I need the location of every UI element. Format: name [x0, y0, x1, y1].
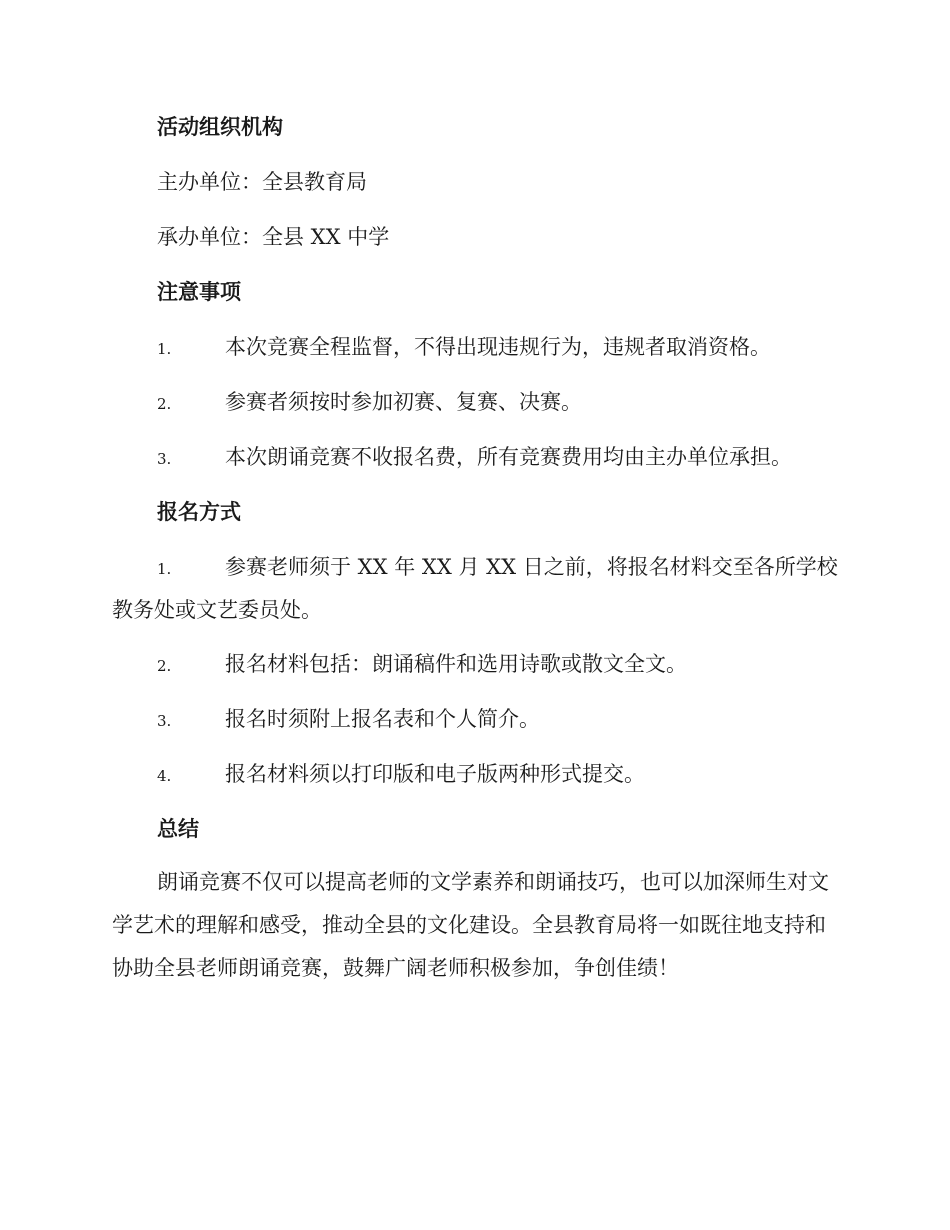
list-text: 报名材料包括：朗诵稿件和选用诗歌或散文全文。 — [225, 652, 687, 676]
summary-paragraph: 朗诵竞赛不仅可以提高老师的文学素养和朗诵技巧，也可以加深师生对文学艺术的理解和感受，推动全县的文化建设。全县教育局将一如既往地支持和协助全县老师朗诵竞赛，鼓舞广阔老师积极参加，争创佳绩！ — [112, 870, 829, 980]
list-text: 本次朗诵竞赛不收报名费，所有竞赛费用均由主办单位承担。 — [225, 445, 792, 469]
list-text: 报名时须附上报名表和个人简介。 — [225, 707, 540, 731]
list-text: 本次竞赛全程监督，不得出现违规行为，违规者取消资格。 — [225, 335, 771, 359]
list-item — [157, 650, 838, 678]
list-text: 参赛老师须于 XX 年 XX 月 XX 日之前，将报名材料交至各所学校教务处或文艺委员处。 — [112, 555, 838, 622]
list-item — [112, 553, 838, 632]
list-number: 2. — [157, 395, 172, 413]
list-item — [157, 760, 838, 788]
list-number: 3. — [157, 450, 172, 468]
section-heading-notes: 注意事项 — [157, 280, 241, 304]
list-number: 1. — [157, 560, 172, 578]
list-text: 报名材料须以打印版和电子版两种形式提交。 — [225, 762, 645, 786]
list-item — [157, 333, 838, 361]
list-item — [157, 705, 838, 733]
section-heading-organization: 活动组织机构 — [157, 115, 283, 139]
list-item — [157, 388, 838, 416]
section-heading-summary: 总结 — [157, 817, 199, 841]
list-text: 参赛者须按时参加初赛、复赛、决赛。 — [225, 390, 582, 414]
section-heading-registration: 报名方式 — [157, 500, 241, 524]
list-number: 2. — [157, 657, 172, 675]
list-number: 3. — [157, 712, 172, 730]
list-number: 4. — [157, 767, 172, 785]
host-unit: 主办单位：全县教育局 — [157, 170, 367, 194]
organizer-unit: 承办单位：全县 XX 中学 — [157, 225, 390, 249]
list-item — [157, 443, 838, 471]
list-number: 1. — [157, 340, 172, 358]
